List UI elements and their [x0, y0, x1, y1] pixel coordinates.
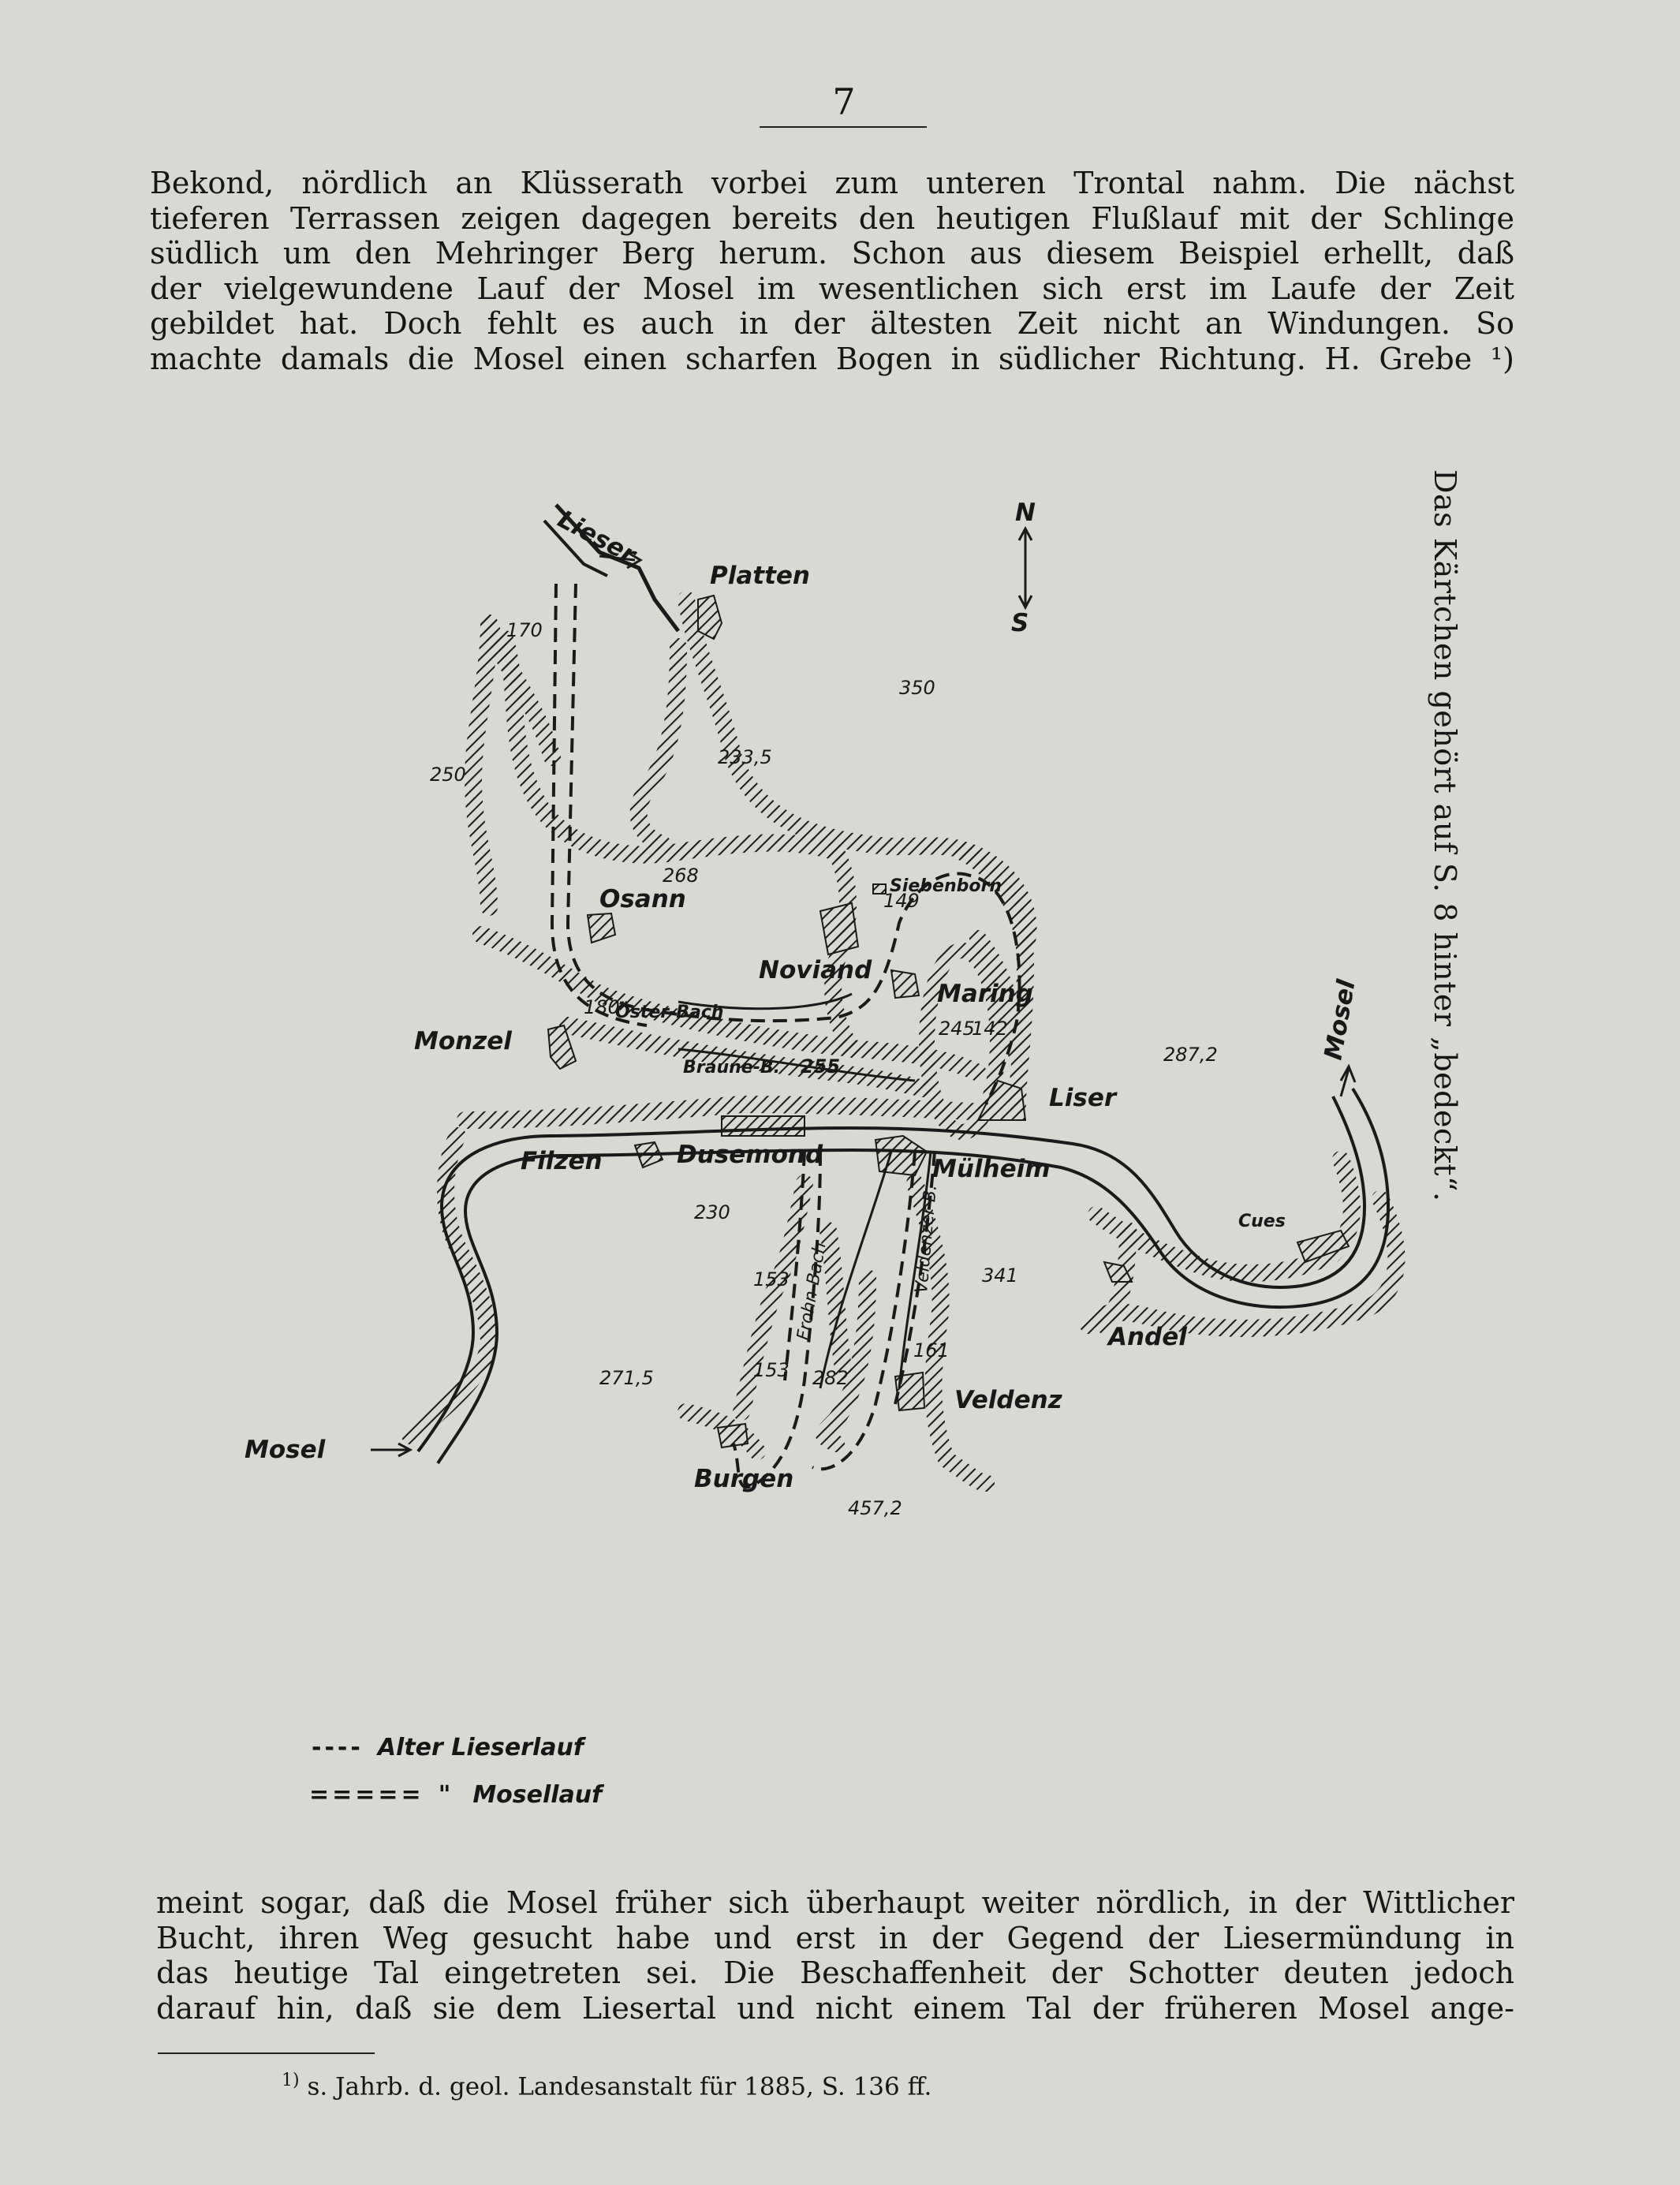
- text-line: gebildet hat. Doch fehlt es auch in der ältesten Zeit nicht an Windungen. So: [150, 306, 1514, 341]
- label-dusemond: Dusemond: [677, 1141, 823, 1169]
- text-line: das heutige Tal eingetreten sei. Die Beschaffenheit der Schotter deuten jedoch: [156, 1955, 1514, 1990]
- height-142: 142: [972, 1018, 1008, 1040]
- height-250: 250: [430, 764, 466, 786]
- text-line: Bekond, nördlich an Klüsserath vorbei zum unteren Trontal nahm. Die nächst: [150, 166, 1514, 200]
- label-braune-bach: Braune-B.: [683, 1058, 780, 1078]
- label-muelheim: Mülheim: [932, 1155, 1051, 1183]
- label-monzel: Monzel: [414, 1027, 512, 1055]
- text-line: Bucht, ihren Weg gesucht habe und erst in der Gegend der Liesermündung in: [156, 1920, 1514, 1955]
- footnote-rule: [158, 2052, 375, 2054]
- height-170: 170: [506, 619, 543, 641]
- height-180: 180: [584, 996, 620, 1018]
- height-457-2: 457,2: [848, 1497, 902, 1519]
- compass: [1011, 499, 1036, 637]
- footnote-mark: 1): [282, 2071, 300, 2090]
- label-burgen: Burgen: [694, 1465, 794, 1493]
- label-lieser: Lieser: [553, 505, 640, 570]
- text-line: machte damals die Mosel einen scharfen Bogen in südlicher Richtung. H. Grebe ¹): [150, 341, 1514, 376]
- text-line: darauf hin, daß sie dem Liesertal und nicht einem Tal der früheren Mosel ange-: [156, 1990, 1514, 2026]
- label-oster-bach: Öster-Bach: [615, 1003, 724, 1022]
- height-161: 161: [913, 1339, 950, 1361]
- legend-label-mosellauf: Mosellauf: [472, 1781, 603, 1809]
- height-282: 282: [812, 1367, 849, 1389]
- label-andel: Andel: [1108, 1323, 1187, 1351]
- settlement-burgen: [718, 1424, 748, 1447]
- height-230: 230: [694, 1201, 730, 1223]
- legend-alter-lieserlauf: [312, 1734, 584, 1761]
- label-cues: Cues: [1238, 1212, 1286, 1231]
- settlement-platten: [698, 596, 722, 639]
- label-filzen: Filzen: [521, 1147, 603, 1175]
- height-271-5: 271,5: [599, 1367, 654, 1389]
- settlement-veldenz: [895, 1373, 924, 1410]
- text-line: tieferen Terrassen zeigen dagegen bereits den heutigen Flußlauf mit der Schlinge: [150, 200, 1514, 236]
- compass-north: N: [1015, 499, 1036, 527]
- height-255: 255: [801, 1055, 841, 1078]
- settlement-noviand: [820, 903, 858, 954]
- text-line: der vielgewundene Lauf der Mosel im wesentlichen sich erst im Laufe der Zeit: [150, 271, 1514, 306]
- label-frohn-bach: Frohn-Bach: [793, 1240, 831, 1343]
- label-platten: Platten: [710, 562, 810, 590]
- height-341: 341: [982, 1264, 1018, 1287]
- height-153-b: 153: [753, 1359, 790, 1381]
- legend-ditto: ": [438, 1781, 451, 1809]
- label-maring: Maring: [937, 980, 1033, 1008]
- footnote-text: s. Jahrb. d. geol. Landesanstalt für 1885, S. 136 ff.: [307, 2072, 932, 2101]
- footnote: [282, 2071, 931, 2101]
- text-line: meint sogar, daß die Mosel früher sich überhaupt weiter nördlich, in der Wittlicher: [156, 1885, 1514, 1920]
- height-287-2: 287,2: [1163, 1044, 1218, 1066]
- label-osann: Osann: [599, 885, 686, 913]
- settlement-muelheim: [875, 1136, 927, 1175]
- compass-south: S: [1011, 609, 1029, 637]
- label-mosel-west: Mosel: [245, 1436, 326, 1464]
- legend-symbol-double: =====: [309, 1781, 424, 1809]
- side-note: Das Kärtchen gehört auf S. 8 hinter „bedeckt“.: [1428, 469, 1462, 1202]
- height-153-a: 153: [753, 1268, 790, 1290]
- label-liser: Liser: [1049, 1084, 1117, 1112]
- height-245: 245: [939, 1018, 975, 1040]
- height-268: 268: [663, 865, 699, 887]
- height-350: 350: [899, 677, 935, 699]
- settlement-filzen: [635, 1142, 663, 1167]
- text-line: südlich um den Mehringer Berg herum. Schon aus diesem Beispiel erhellt, daß: [150, 236, 1514, 271]
- label-veldenz: Veldenz: [954, 1386, 1062, 1414]
- legend-symbol-dashed: ----: [312, 1734, 364, 1761]
- label-veldenzer-bach: Veldenzer B.: [912, 1183, 942, 1294]
- page-number: 7: [832, 80, 856, 123]
- legend-label-alter-lieserlauf: Alter Lieserlauf: [377, 1734, 584, 1761]
- label-noviand: Noviand: [759, 956, 872, 984]
- paragraph-bottom: [156, 1885, 1514, 2026]
- label-siebenborn: Siebenborn: [890, 876, 1002, 896]
- height-149: 149: [883, 890, 920, 912]
- label-mosel-east: Mosel: [1319, 977, 1361, 1063]
- settlement-maring: [891, 970, 919, 998]
- legend-mosellauf: [309, 1781, 602, 1809]
- settlement-dusemond: [722, 1116, 805, 1136]
- settlement-osann: [588, 913, 615, 943]
- height-233-5: 233,5: [718, 746, 772, 768]
